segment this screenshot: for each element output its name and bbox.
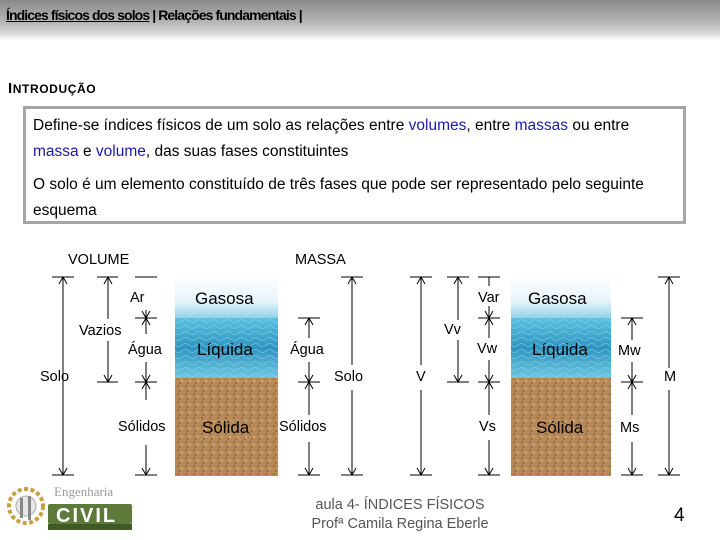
intro-text-segment: Define-se índices físicos de um solo as relações entre [33,117,409,134]
footer-professor: Profª Camila Regina Eberle [311,516,489,532]
section-heading-initial: I [8,80,13,97]
label-solo-massa: Solo [334,369,364,385]
engenharia-civil-logo [4,482,134,538]
label-solida-right: Sólida [536,418,584,437]
intro-highlight-term: massa [33,143,79,160]
header-title-link[interactable]: Índices físicos dos solos [6,7,150,23]
label-ar: Ar [130,290,145,306]
label-solida-left: Sólida [202,418,250,437]
label-solo-volume: Solo [40,369,70,385]
logo-text-line1: Engenharia [54,484,114,499]
label-vs: Vs [479,419,496,435]
intro-highlight-term: volume [95,143,146,160]
intro-text-segment: , entre [466,117,515,134]
footer-course: aula 4- ÍNDICES FÍSICOS [315,497,485,513]
label-vv: Vv [444,322,461,338]
header-title [6,7,302,23]
label-m: M [664,369,677,385]
label-solidos-volume: Sólidos [118,419,166,435]
logo-graphic [4,482,134,538]
intro-highlight-term: volumes [408,117,467,134]
phase-diagram [0,240,720,480]
label-v: V [416,369,426,385]
label-gasosa-left: Gasosa [195,289,254,308]
label-vw: Vw [477,341,498,357]
intro-highlight-term: massas [514,117,569,134]
header-subtitle: | Relações fundamentais | [149,7,302,23]
label-gasosa-right: Gasosa [528,289,587,308]
intro-box [23,106,686,224]
intro-paragraph-2: O solo é um elemento constituído de três fases que pode ser representado pelo seguinte esquema [33,176,644,219]
section-heading [8,80,96,97]
footer-text [280,496,520,534]
section-heading-rest: NTRODUÇÃO [12,82,97,96]
label-ms: Ms [620,420,640,436]
label-mw: Mw [618,343,641,359]
label-liquida-right: Líquida [532,340,588,359]
label-vazios: Vazios [79,323,122,339]
label-massa-heading: MASSA [295,252,346,268]
label-liquida-left: Líquida [197,340,253,359]
intro-text-segment: , das suas fases constituintes [145,143,349,160]
label-var: Var [478,290,500,306]
intro-text-segment: e [78,143,96,160]
label-agua-massa: Água [290,342,324,358]
label-solidos-massa: Sólidos [279,419,327,435]
intro-text-segment: ou entre [568,117,630,134]
label-agua-volume: Água [128,342,162,358]
page-number: 4 [674,505,685,526]
header-bar [0,0,720,40]
label-volume-heading: VOLUME [68,252,130,268]
logo-text-line2: CIVIL [56,505,118,527]
intro-paragraph-1 [33,113,673,165]
phase-diagram-graphics [0,240,720,480]
